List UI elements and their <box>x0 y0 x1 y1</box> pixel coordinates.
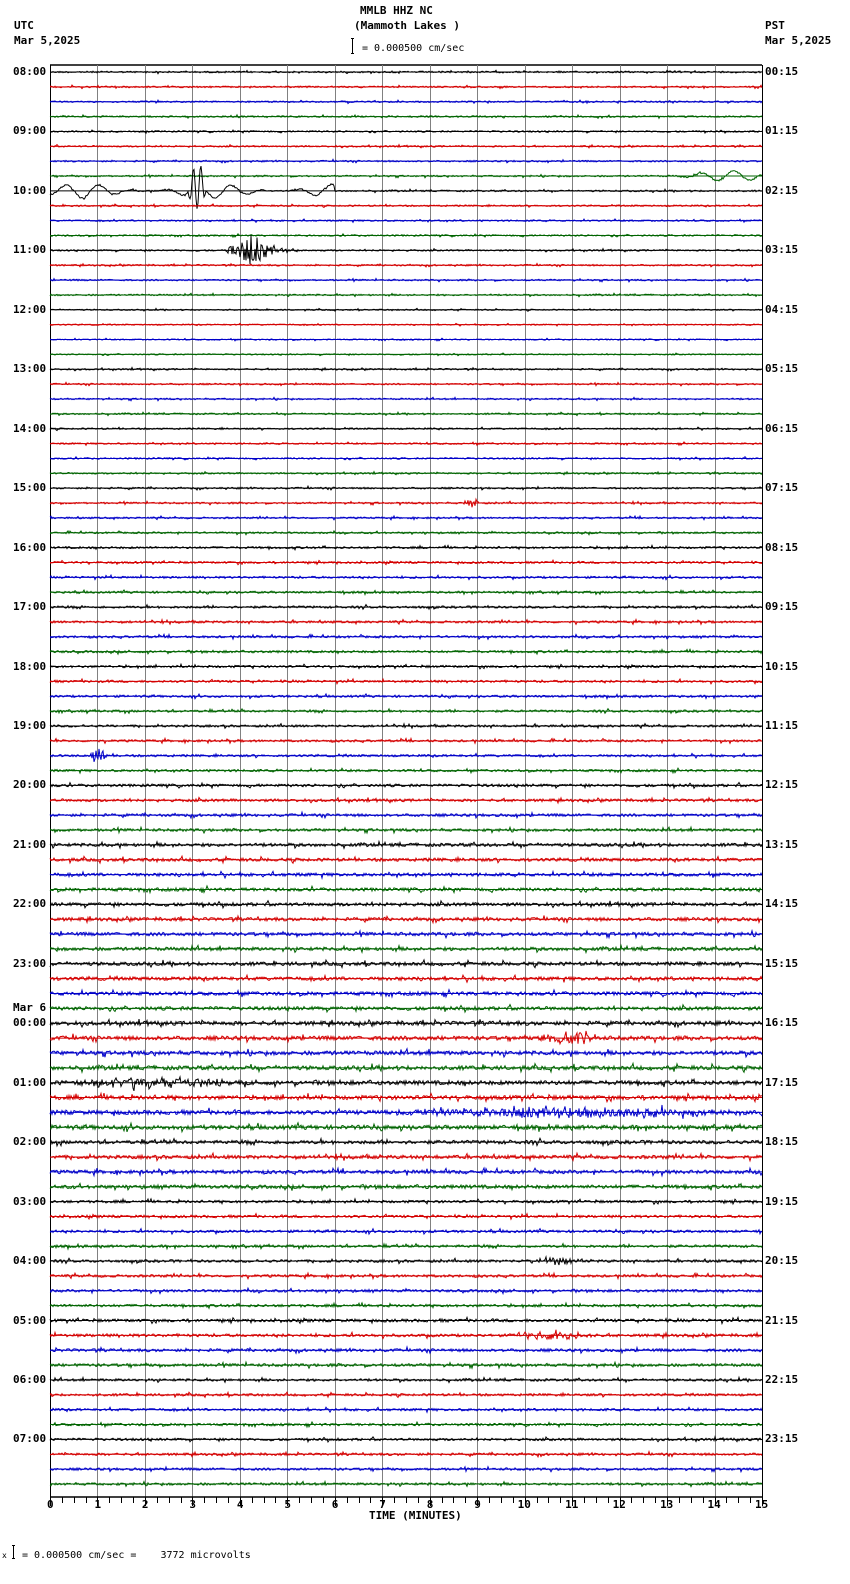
trace-70 <box>50 1105 762 1119</box>
x-tick-label: 3 <box>189 1498 197 1511</box>
x-tick-label: 11 <box>565 1498 579 1511</box>
footer-scale-bar-icon <box>12 1545 15 1559</box>
left-date: Mar 5,2025 <box>14 34 81 47</box>
trace-23 <box>50 412 762 416</box>
utc-hour-label: 00:00 <box>13 1016 47 1030</box>
pst-hour-label: 10:15 <box>765 659 799 673</box>
x-tick-label: 6 <box>331 1498 339 1511</box>
utc-hour-label: 12:00 <box>13 302 47 316</box>
pst-hour-label: 19:15 <box>765 1194 799 1208</box>
utc-hour-label: 16:00 <box>13 540 47 554</box>
trace-68 <box>50 1077 762 1091</box>
trace-90 <box>50 1407 762 1412</box>
x-tick-label: 2 <box>141 1498 149 1511</box>
trace-16 <box>50 308 762 311</box>
pst-hour-label: 14:15 <box>765 897 799 911</box>
trace-21 <box>50 382 762 386</box>
utc-hour-label: 01:00 <box>13 1075 47 1089</box>
utc-hour-label: 19:00 <box>13 718 47 732</box>
trace-8 <box>50 166 762 209</box>
pst-hour-label: 18:15 <box>765 1135 799 1149</box>
utc-hour-label: 22:00 <box>13 897 47 911</box>
trace-38 <box>50 634 762 639</box>
utc-hour-label: 02:00 <box>13 1135 47 1149</box>
pst-hour-label: 12:15 <box>765 778 799 792</box>
x-tick-label: 12 <box>612 1498 626 1511</box>
trace-9 <box>50 204 762 208</box>
trace-88 <box>50 1377 762 1382</box>
trace-69 <box>50 1093 762 1102</box>
trace-74 <box>50 1168 762 1176</box>
x-tick-label: 15 <box>755 1498 769 1511</box>
trace-89 <box>50 1392 762 1397</box>
trace-17 <box>50 323 762 326</box>
trace-11 <box>50 234 762 237</box>
x-tick-label: 4 <box>236 1498 244 1511</box>
trace-32 <box>50 545 762 549</box>
pst-hour-label: 02:15 <box>765 183 799 197</box>
pst-hour-label: 06:15 <box>765 421 799 435</box>
trace-2 <box>50 100 762 103</box>
right-timezone: PST <box>765 19 785 32</box>
trace-12 <box>50 235 762 264</box>
trace-37 <box>50 620 762 625</box>
pst-hour-label: 08:15 <box>765 540 799 554</box>
pst-hour-label: 16:15 <box>765 1016 799 1030</box>
x-tick-label: 10 <box>517 1498 531 1511</box>
utc-hour-label: 07:00 <box>13 1432 47 1446</box>
x-tick-label: 7 <box>379 1498 386 1511</box>
trace-5 <box>50 145 762 148</box>
pst-hour-label: 15:15 <box>765 956 799 970</box>
utc-hour-label: 08:00 <box>13 65 47 78</box>
trace-67 <box>50 1063 762 1072</box>
trace-75 <box>50 1184 762 1191</box>
utc-hour-label: 09:00 <box>13 124 47 138</box>
x-tick-label: 0 <box>47 1498 54 1511</box>
utc-hour-label: 03:00 <box>13 1194 47 1208</box>
left-timezone: UTC <box>14 19 34 32</box>
utc-hour-label: 11:00 <box>13 243 47 257</box>
trace-10 <box>50 219 762 222</box>
pst-hour-label: 04:15 <box>765 302 799 316</box>
scale-text: = 0.000500 cm/sec <box>362 43 465 54</box>
trace-44 <box>50 724 762 729</box>
pst-hour-label: 05:15 <box>765 362 799 376</box>
utc-hour-label: 10:00 <box>13 183 47 197</box>
station-title: MMLB HHZ NC <box>360 4 433 17</box>
footer-prefix: x <box>2 1551 7 1560</box>
trace-26 <box>50 457 762 460</box>
x-axis-title: TIME (MINUTES) <box>369 1509 462 1522</box>
pst-hour-label: 09:15 <box>765 600 799 614</box>
trace-81 <box>50 1273 762 1279</box>
utc-hour-label: 23:00 <box>13 956 47 970</box>
trace-76 <box>50 1199 762 1204</box>
trace-39 <box>50 649 762 654</box>
pst-hour-label: 17:15 <box>765 1075 799 1089</box>
trace-28 <box>50 486 762 490</box>
trace-13 <box>50 264 762 267</box>
trace-24 <box>50 427 762 430</box>
trace-43 <box>50 709 762 714</box>
pst-hour-label: 22:15 <box>765 1372 799 1386</box>
pst-hour-label: 21:15 <box>765 1313 799 1327</box>
trace-65 <box>50 1031 762 1044</box>
station-location: (Mammoth Lakes ) <box>354 19 460 32</box>
x-tick-label: 5 <box>284 1498 291 1511</box>
x-tick-label: 8 <box>426 1498 434 1511</box>
trace-15 <box>50 293 762 296</box>
trace-84 <box>50 1317 762 1323</box>
utc-hour-label: 13:00 <box>13 362 47 376</box>
utc-hour-label: 17:00 <box>13 600 47 614</box>
pst-hour-label: 01:15 <box>765 124 799 138</box>
pst-hour-label: 00:15 <box>765 65 799 78</box>
utc-hour-label: 06:00 <box>13 1372 47 1386</box>
x-tick-label: 13 <box>660 1498 674 1511</box>
date-change-label: Mar 6 <box>13 1001 47 1015</box>
trace-57 <box>50 916 762 923</box>
pst-hour-label: 13:15 <box>765 837 799 851</box>
utc-hour-label: 21:00 <box>13 837 47 851</box>
x-tick-label: 9 <box>474 1498 481 1511</box>
pst-hour-label: 23:15 <box>765 1432 799 1446</box>
x-tick-label: 1 <box>94 1498 102 1511</box>
trace-7 <box>50 171 762 181</box>
trace-31 <box>50 531 762 535</box>
utc-hour-label: 04:00 <box>13 1254 47 1268</box>
utc-hour-label: 20:00 <box>13 778 47 792</box>
trace-92 <box>50 1437 762 1442</box>
utc-hour-label: 14:00 <box>13 421 47 435</box>
pst-hour-label: 07:15 <box>765 481 799 495</box>
footer-scale-text: = 0.000500 cm/sec = 3772 microvolts <box>22 1550 251 1561</box>
trace-0 <box>50 70 762 73</box>
utc-hour-label: 15:00 <box>13 481 47 495</box>
x-tick-label: 14 <box>707 1498 721 1511</box>
trace-78 <box>50 1229 762 1235</box>
trace-85 <box>50 1330 762 1340</box>
pst-hour-label: 20:15 <box>765 1254 799 1268</box>
utc-hour-label: 18:00 <box>13 659 47 673</box>
pst-hour-label: 11:15 <box>765 718 799 732</box>
pst-hour-label: 03:15 <box>765 243 799 257</box>
right-date: Mar 5,2025 <box>765 34 832 47</box>
trace-46 <box>50 749 762 762</box>
utc-hour-label: 05:00 <box>13 1313 47 1327</box>
